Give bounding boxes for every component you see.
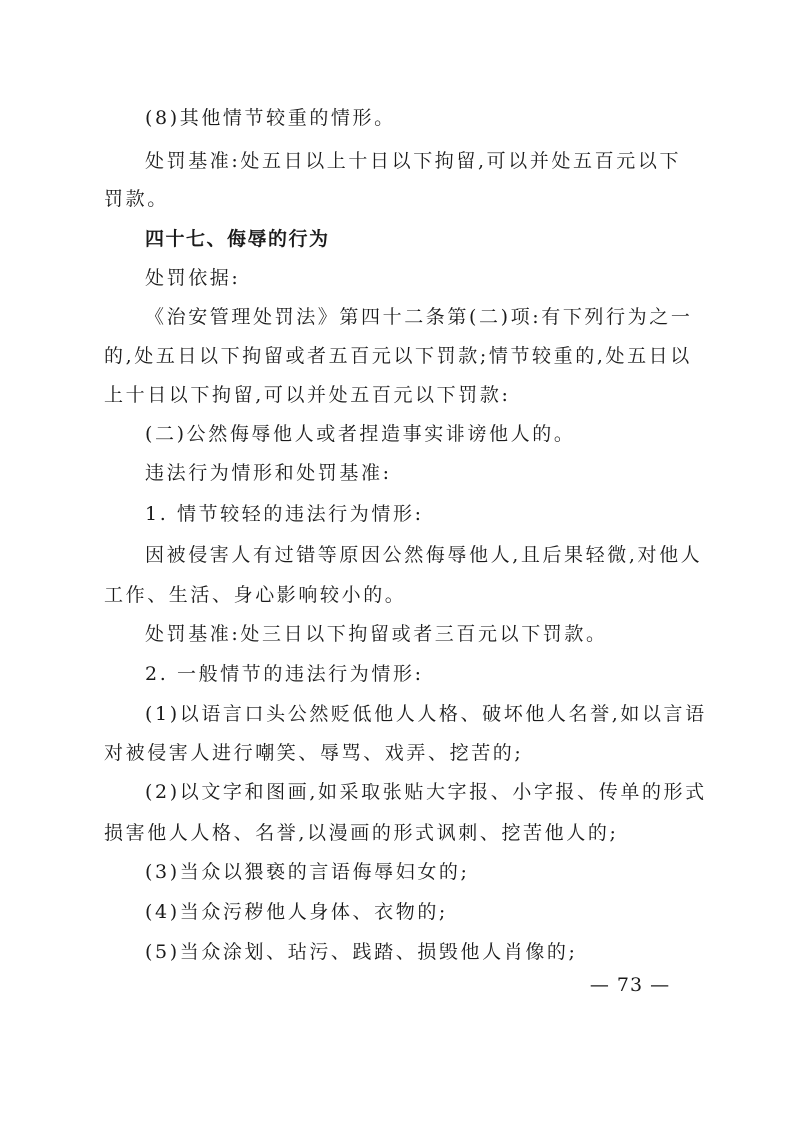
text-line: 处罚基准:处五日以上十日以下拘留,可以并处五百元以下 — [145, 150, 682, 172]
text-line: (4)当众污秽他人身体、衣物的; — [145, 901, 448, 923]
text-line: (3)当众以猥亵的言语侮辱妇女的; — [145, 861, 470, 883]
text-line: 《治安管理处罚法》第四十二条第(二)项:有下列行为之一 — [145, 306, 693, 328]
text-line: (1)以语言口头公然贬低他人人格、破坏他人名誉,如以言语 — [145, 703, 707, 725]
text-line: 上十日以下拘留,可以并处五百元以下罚款: — [104, 384, 511, 406]
text-line: 1. 情节较轻的违法行为情形: — [145, 503, 424, 525]
text-line: 处罚基准:处三日以下拘留或者三百元以下罚款。 — [145, 623, 608, 645]
text-line: (8)其他情节较重的情形。 — [145, 107, 396, 129]
text-line: (5)当众涂划、玷污、践踏、损毁他人肖像的; — [145, 941, 578, 963]
text-line: 2. 一般情节的违法行为情形: — [145, 663, 424, 685]
text-line: 罚款。 — [104, 188, 169, 210]
text-line: (2)以文字和图画,如采取张贴大字报、小字报、传单的形式 — [145, 781, 707, 803]
text-line: (二)公然侮辱他人或者捏造事实诽谤他人的。 — [145, 423, 576, 445]
text-line: 违法行为情形和处罚基准: — [145, 462, 392, 484]
text-line: 因被侵害人有过错等原因公然侮辱他人,且后果轻微,对他人 — [145, 544, 703, 566]
page-number: — 73 — — [589, 974, 671, 996]
text-line: 处罚依据: — [145, 267, 241, 289]
text-line: 损害他人人格、名誉,以漫画的形式讽刺、挖苦他人的; — [104, 822, 619, 844]
text-line: 对被侵害人进行嘲笑、辱骂、戏弄、挖苦的; — [104, 742, 524, 764]
text-line: 工作、生活、身心影响较小的。 — [104, 584, 407, 606]
section-heading: 四十七、侮辱的行为 — [145, 228, 330, 250]
text-line: 的,处五日以下拘留或者五百元以下罚款;情节较重的,处五日以 — [104, 345, 692, 367]
